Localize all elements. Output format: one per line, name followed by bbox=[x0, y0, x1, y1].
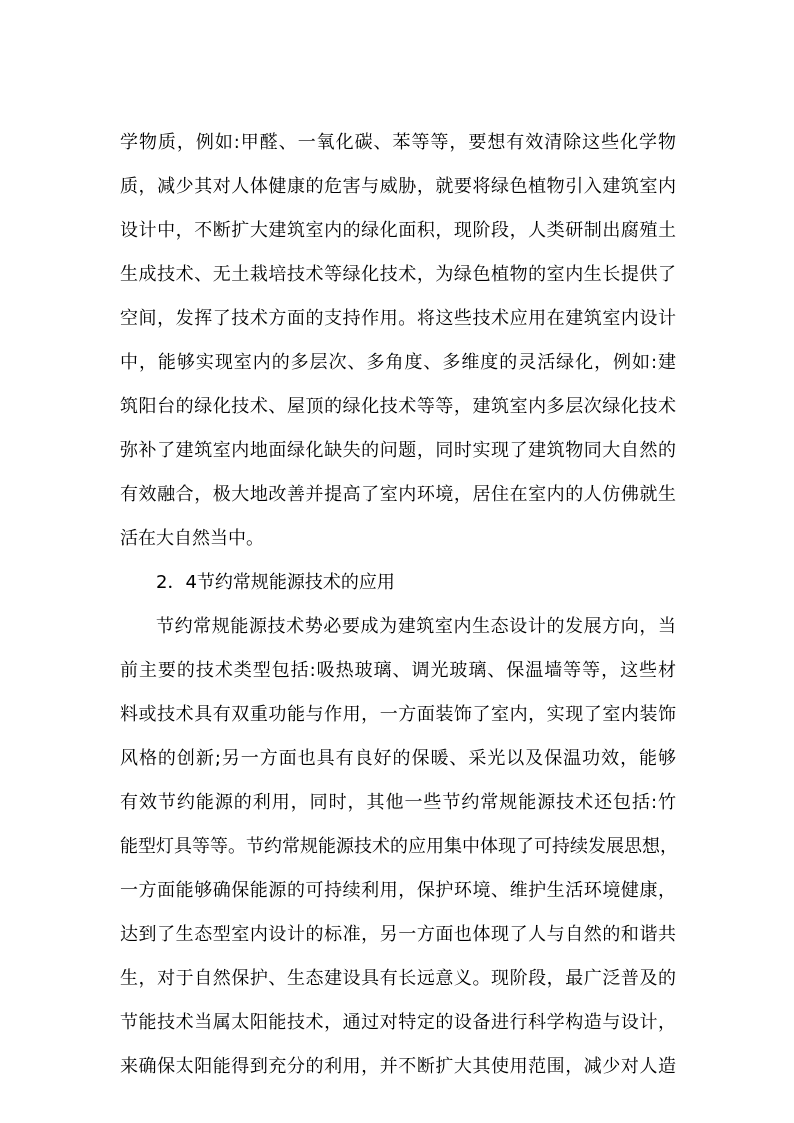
body-text-line: 弥补了建筑室内地面绿化缺失的问题，同时实现了建筑物同大自然的 bbox=[120, 440, 676, 461]
body-text-line: 风格的创新;另一方面也具有良好的保暖、采光以及保温功效，能够 bbox=[120, 748, 676, 769]
body-text-line: 节约常规能源技术势必要成为建筑室内生态设计的发展方向，当 bbox=[156, 616, 676, 637]
body-text-line: 学物质，例如:甲醛、一氧化碳、苯等等，要想有效清除这些化学物 bbox=[120, 132, 676, 153]
section-heading: 2．4节约常规能源技术的应用 bbox=[156, 572, 395, 593]
body-text-line: 中，能够实现室内的多层次、多角度、多维度的灵活绿化，例如:建 bbox=[120, 352, 676, 373]
body-text-line: 节能技术当属太阳能技术，通过对特定的设备进行科学构造与设计， bbox=[120, 1012, 676, 1033]
body-text-line: 一方面能够确保能源的可持续利用，保护环境、维护生活环境健康， bbox=[120, 880, 676, 901]
body-text-line: 前主要的技术类型包括:吸热玻璃、调光玻璃、保温墙等等，这些材 bbox=[120, 660, 676, 681]
body-text-line: 能型灯具等等。节约常规能源技术的应用集中体现了可持续发展思想， bbox=[120, 836, 678, 857]
body-text-line: 达到了生态型室内设计的标准，另一方面也体现了人与自然的和谐共 bbox=[120, 924, 676, 945]
body-text-line: 设计中，不断扩大建筑室内的绿化面积，现阶段，人类研制出腐殖土 bbox=[120, 220, 676, 241]
body-text-line: 来确保太阳能得到充分的利用，并不断扩大其使用范围，减少对人造 bbox=[120, 1056, 676, 1077]
body-text-line: 质，减少其对人体健康的危害与威胁，就要将绿色植物引入建筑室内 bbox=[120, 176, 676, 197]
body-text-line: 筑阳台的绿化技术、屋顶的绿化技术等等，建筑室内多层次绿化技术 bbox=[120, 396, 676, 417]
body-text-line: 生，对于自然保护、生态建设具有长远意义。现阶段，最广泛普及的 bbox=[120, 968, 676, 989]
body-text-line: 活在大自然当中。 bbox=[120, 528, 264, 549]
body-text-line: 生成技术、无土栽培技术等绿化技术，为绿色植物的室内生长提供了 bbox=[120, 264, 676, 285]
body-text-line: 有效节约能源的利用，同时，其他一些节约常规能源技术还包括:竹 bbox=[120, 792, 676, 813]
body-text-line: 有效融合，极大地改善并提高了室内环境，居住在室内的人仿佛就生 bbox=[120, 484, 676, 505]
body-text-line: 空间，发挥了技术方面的支持作用。将这些技术应用在建筑室内设计 bbox=[120, 308, 676, 329]
body-text-line: 料或技术具有双重功能与作用，一方面装饰了室内，实现了室内装饰 bbox=[120, 704, 676, 725]
